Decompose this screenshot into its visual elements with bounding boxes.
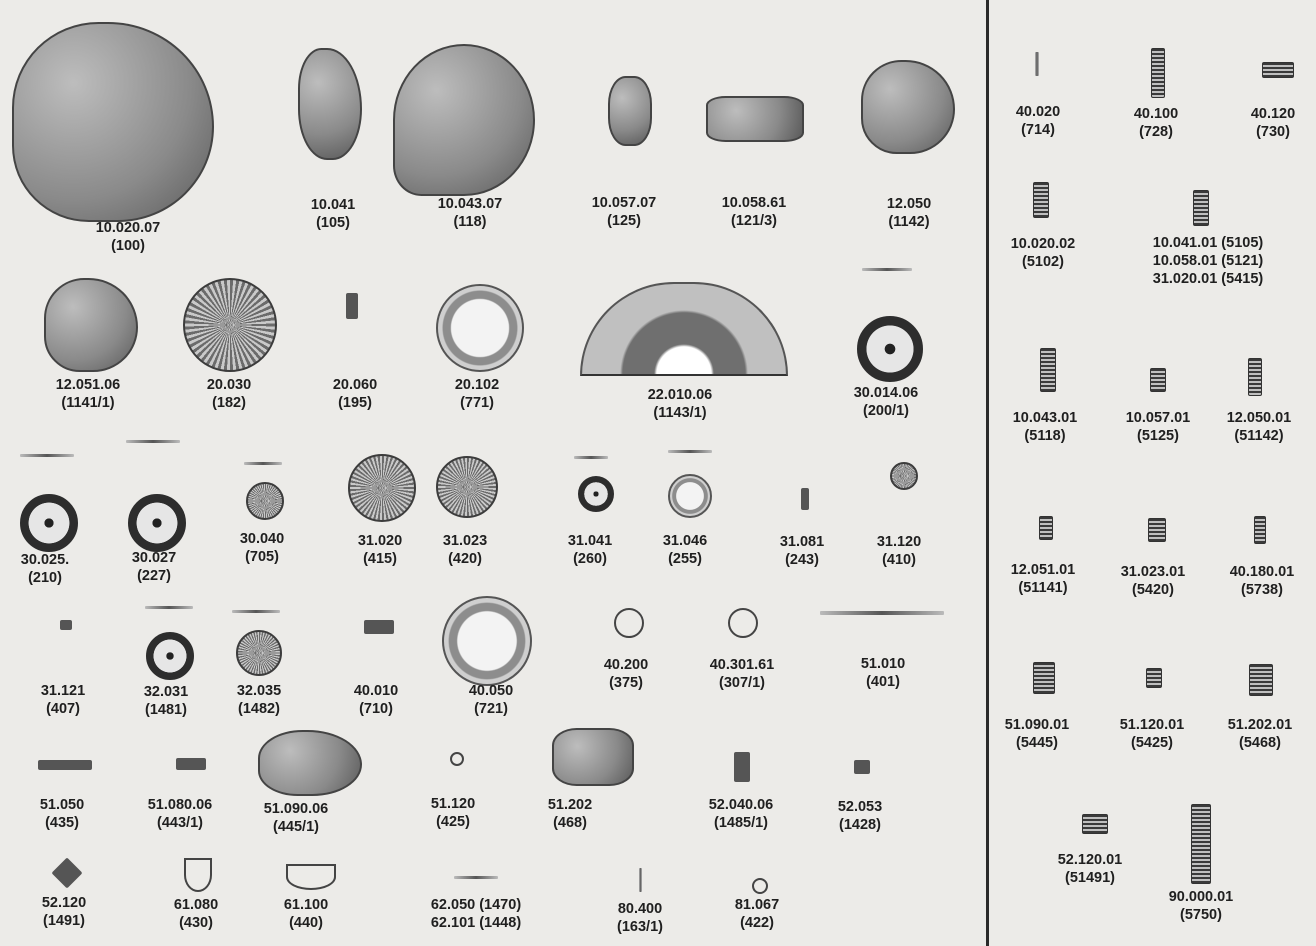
wheel-image (146, 632, 194, 680)
screw-label: 31.023.01 (5420) (1120, 564, 1186, 598)
part-label: 31.120 (410) (876, 534, 922, 568)
part-label: 52.053 (1428) (837, 799, 883, 833)
screw-label: 51.090.01 (5445) (1004, 717, 1070, 751)
spring-image (854, 760, 870, 774)
screw-label: 51.120.01 (5425) (1119, 717, 1185, 751)
screw-image (1033, 662, 1055, 694)
part-label: 10.041 (105) (310, 197, 356, 231)
part-label: 31.046 (255) (662, 533, 708, 567)
bridge-image (298, 48, 362, 160)
screw-image (1248, 358, 1262, 396)
spring-image (450, 752, 464, 766)
part-label: 31.041 (260) (567, 533, 613, 567)
part-label: 30.027 (227) (131, 550, 177, 584)
part-label: 61.100 (440) (283, 897, 329, 931)
screw-label: 40.020 (714) (1015, 104, 1061, 138)
part-label: 10.058.61 (121/3) (721, 195, 787, 229)
spring-image (60, 620, 72, 630)
part-label: 10.057.07 (125) (591, 195, 657, 229)
gear-image (183, 278, 277, 372)
pinion-image (890, 462, 918, 490)
mainplate-image (12, 22, 214, 222)
escape-wheel-image (246, 482, 284, 520)
spring-image (51, 857, 82, 888)
lever-image (608, 76, 652, 146)
arbor-image (126, 440, 180, 443)
part-label: 80.400 (163/1) (617, 901, 663, 935)
arbor-image (862, 268, 912, 271)
screw-image (1151, 48, 1165, 98)
pin-image (1035, 52, 1039, 76)
bridge-image (393, 44, 535, 196)
bridge-image (861, 60, 955, 154)
screw-label: 10.057.01 (5125) (1125, 410, 1191, 444)
gear-image (436, 456, 498, 518)
arbor-image (20, 454, 74, 457)
part-label: 20.030 (182) (206, 377, 252, 411)
bridge-image (258, 730, 362, 796)
screw-image (1039, 516, 1053, 540)
screw-label: 90.000.01 (5750) (1168, 889, 1234, 923)
gear-image (348, 454, 416, 522)
lever-image (176, 758, 206, 770)
screw-label: 10.020.02 (5102) (1010, 236, 1076, 270)
spring-image (184, 858, 212, 892)
wheel-image (578, 476, 614, 512)
lever-image (706, 96, 804, 142)
part-label: 30.040 (705) (239, 531, 285, 565)
screw-image (1254, 516, 1266, 544)
part-label: 31.081 (243) (779, 534, 825, 568)
arbor-image (668, 450, 712, 453)
part-label: 40.301.61 (307/1) (709, 657, 775, 691)
spring-image (286, 864, 336, 890)
balance-wheel-image (442, 596, 532, 686)
screw-label: 40.100 (728) (1133, 106, 1179, 140)
screw-label: 10.041.01 (5105) 10.058.01 (5121) 31.020.01 (5415) (1152, 235, 1264, 287)
spring-image (454, 876, 498, 879)
stud-image (728, 608, 758, 638)
screw-label: 51.202.01 (5468) (1227, 717, 1293, 751)
part-label: 51.050 (435) (39, 797, 85, 831)
part-label: 31.020 (415) (357, 533, 403, 567)
screw-label: 12.051.01 (51141) (1010, 562, 1076, 596)
arbor-image (145, 606, 193, 609)
screw-image (1191, 804, 1211, 884)
part-label: 12.050 (1142) (886, 196, 932, 230)
bridge-image (44, 278, 138, 372)
winding-stem-image (820, 611, 944, 615)
part-label: 31.023 (420) (442, 533, 488, 567)
lever-image (552, 728, 634, 786)
arbor-image (244, 462, 282, 465)
wheel-image (668, 474, 712, 518)
lever-image (734, 752, 750, 782)
screw-label: 40.180.01 (5738) (1229, 564, 1295, 598)
ring-image (436, 284, 524, 372)
ring-image (752, 878, 768, 894)
part-label: 40.200 (375) (603, 657, 649, 691)
screw-image (1082, 814, 1108, 834)
part-label: 31.121 (407) (40, 683, 86, 717)
part-label: 62.050 (1470) 62.101 (1448) (430, 897, 522, 931)
part-label: 40.050 (721) (468, 683, 514, 717)
wheel-image (20, 494, 78, 552)
pinion-image (801, 488, 809, 510)
part-label: 10.043.07 (118) (437, 196, 503, 230)
part-label: 22.010.06 (1143/1) (647, 387, 713, 421)
part-label: 61.080 (430) (173, 897, 219, 931)
screw-image (1146, 668, 1162, 688)
part-label: 51.080.06 (443/1) (147, 797, 213, 831)
wheel-image (128, 494, 186, 552)
section-divider (986, 0, 989, 946)
screw-label: 12.050.01 (51142) (1226, 410, 1292, 444)
screw-image (1150, 368, 1166, 392)
part-label: 12.051.06 (1141/1) (55, 377, 121, 411)
gear-image (236, 630, 282, 676)
part-label: 51.120 (425) (430, 796, 476, 830)
part-label: 51.010 (401) (860, 656, 906, 690)
part-label: 32.031 (1481) (143, 684, 189, 718)
screw-image (1262, 62, 1294, 78)
part-label: 81.067 (422) (734, 897, 780, 931)
screw-image (1033, 182, 1049, 218)
pin-image (639, 868, 642, 892)
part-label: 30.014.06 (200/1) (853, 385, 919, 419)
part-label: 51.202 (468) (547, 797, 593, 831)
pinion-image (346, 293, 358, 319)
lever-image (38, 760, 92, 770)
part-label: 20.102 (771) (454, 377, 500, 411)
pallet-fork-image (364, 620, 394, 634)
part-label: 10.020.07 (100) (95, 220, 161, 254)
screw-image (1249, 664, 1273, 696)
hairspring-image (614, 608, 644, 638)
part-label: 51.090.06 (445/1) (263, 801, 329, 835)
screw-label: 10.043.01 (5118) (1012, 410, 1078, 444)
screw-image (1040, 348, 1056, 392)
arbor-image (232, 610, 280, 613)
arbor-image (574, 456, 608, 459)
part-label: 20.060 (195) (332, 377, 378, 411)
part-label: 52.040.06 (1485/1) (708, 797, 774, 831)
part-label: 32.035 (1482) (236, 683, 282, 717)
screw-label: 40.120 (730) (1250, 106, 1296, 140)
wheel-image (857, 316, 923, 382)
screw-image (1148, 518, 1166, 542)
part-label: 40.010 (710) (353, 683, 399, 717)
part-label: 52.120 (1491) (41, 895, 87, 929)
screw-label: 52.120.01 (51491) (1057, 852, 1123, 886)
part-label: 30.025. (210) (20, 552, 70, 586)
rotor-weight-image (580, 282, 788, 376)
screw-image (1193, 190, 1209, 226)
